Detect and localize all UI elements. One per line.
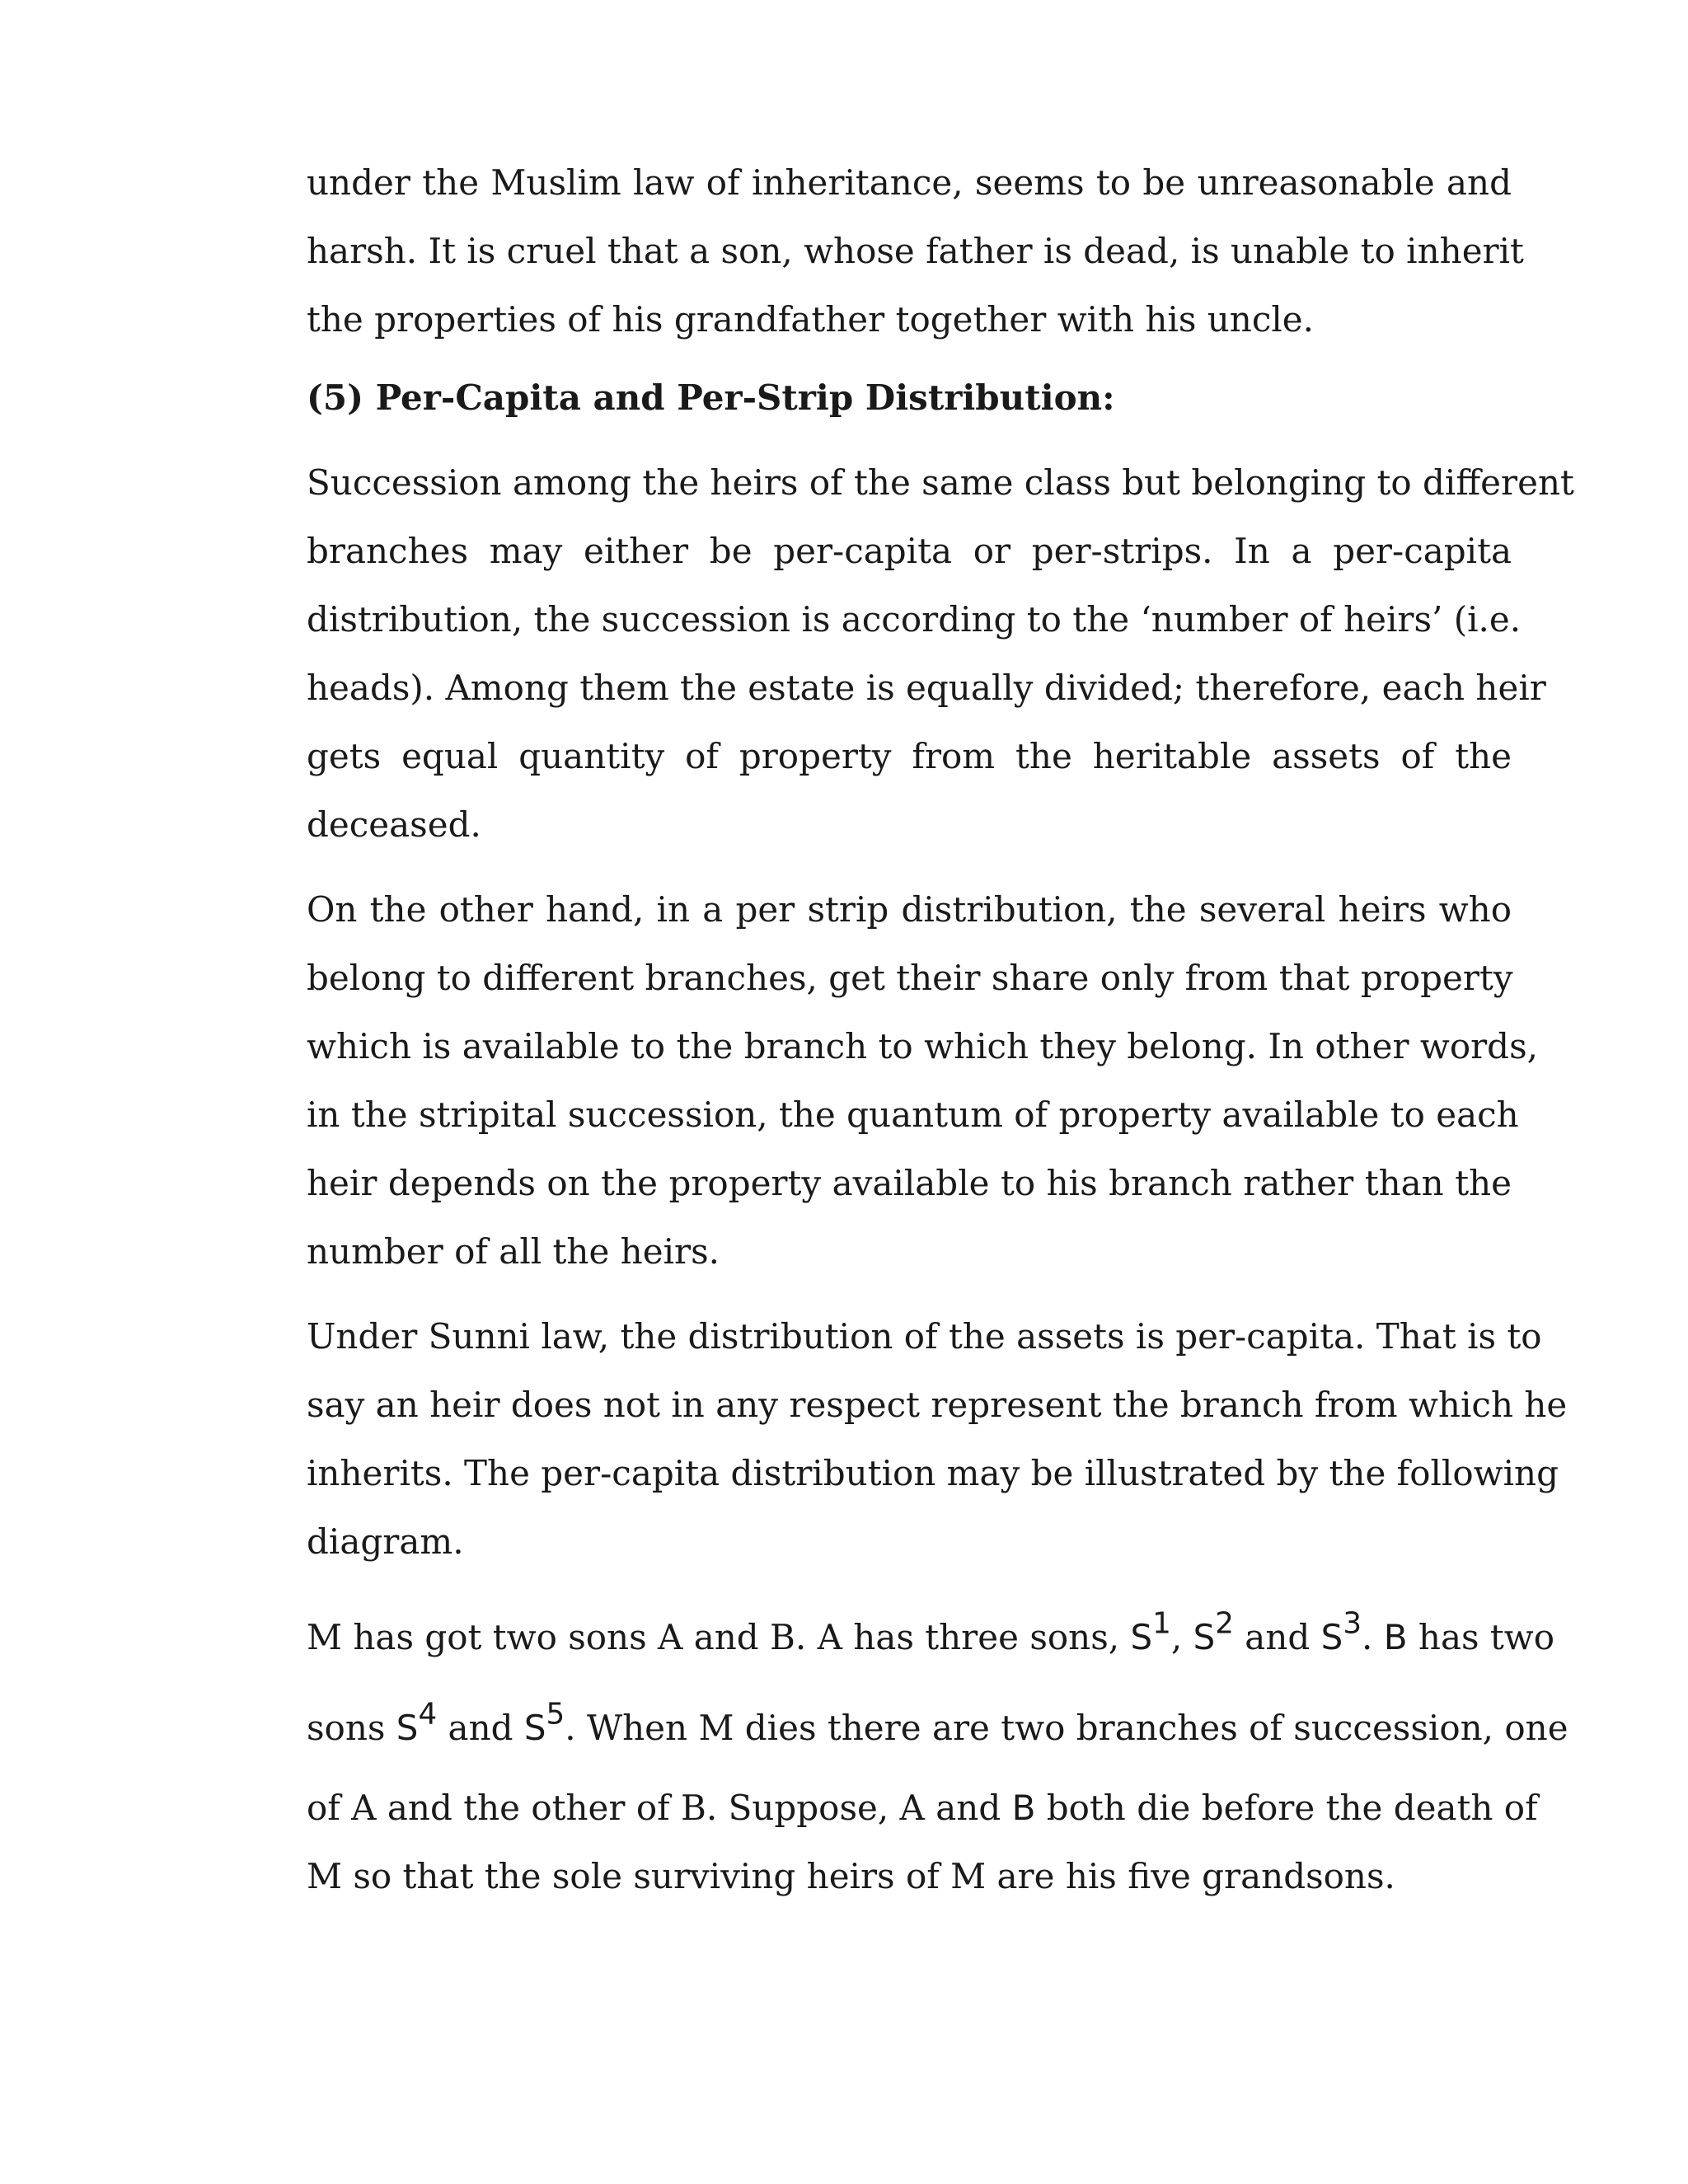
superscript: 1: [1152, 1606, 1171, 1641]
variable-s: S: [1193, 1617, 1216, 1657]
variable-s: S: [1320, 1617, 1343, 1657]
text-line: deceased.: [307, 804, 481, 845]
document-page: [307, 148, 1574, 1910]
superscript: 3: [1343, 1606, 1362, 1641]
per-capita-paragraph: [307, 448, 1574, 859]
text-segment: of A and the other of B. Suppose, A and: [307, 1788, 1012, 1828]
text-line: number of all the heirs.: [307, 1231, 720, 1272]
variable-s: S: [523, 1708, 546, 1748]
text-line: [307, 1683, 1568, 1774]
text-line: M so that the sole surviving heirs of M are his five grandsons.: [307, 1856, 1395, 1896]
text-line: heir depends on the property available to his branch rather than the: [307, 1163, 1512, 1203]
text-segment: M has got two sons A and B. A has three sons,: [307, 1617, 1131, 1657]
variable-s: S: [1130, 1617, 1153, 1657]
example-paragraph: [307, 1592, 1568, 1910]
text-line: [307, 1592, 1555, 1683]
text-line: [307, 1774, 1538, 1842]
text-segment: and: [437, 1708, 524, 1748]
text-line: heads). Among them the estate is equally divided; therefore, each heir: [307, 668, 1546, 708]
text-line: the properties of his grandfather together with his uncle.: [307, 299, 1314, 340]
text-line: inherits. The per-capita distribution may be illustrated by the following: [307, 1453, 1559, 1493]
variable-b: B: [1383, 1617, 1408, 1657]
text-line: under the Muslim law of inheritance, seems to be unreasonable and: [307, 162, 1512, 203]
text-segment: has two: [1407, 1617, 1555, 1657]
sunni-law-paragraph: [307, 1302, 1568, 1576]
text-segment: and: [1233, 1617, 1321, 1657]
text-line: which is available to the branch to which they belong. In other words,: [307, 1026, 1538, 1066]
text-line: branches may either be per-capita or per-strips. In a per-capita: [307, 531, 1512, 571]
superscript: 5: [546, 1697, 565, 1732]
text-line: diagram.: [307, 1521, 464, 1562]
per-strip-paragraph: [307, 875, 1538, 1286]
variable-b: B: [1011, 1788, 1036, 1828]
text-segment: both die before the death of: [1035, 1788, 1538, 1828]
text-line: distribution, the succession is according to the ‘number of heirs’ (i.e.: [307, 599, 1522, 640]
text-line: belong to different branches, get their share only from that property: [307, 958, 1513, 998]
text-segment: sons: [307, 1708, 396, 1748]
text-line: Under Sunni law, the distribution of the assets is per-capita. That is to: [307, 1316, 1542, 1357]
text-line: On the other hand, in a per strip distribution, the several heirs who: [307, 889, 1512, 930]
text-line: say an heir does not in any respect represent the branch from which he: [307, 1385, 1568, 1425]
text-line: in the stripital succession, the quantum of property available to each: [307, 1094, 1519, 1135]
intro-paragraph: [307, 148, 1524, 354]
text-segment: ,: [1170, 1617, 1193, 1657]
text-line: harsh. It is cruel that a son, whose father is dead, is unable to inherit: [307, 231, 1524, 271]
superscript: 4: [418, 1697, 438, 1732]
text-segment: .: [1362, 1617, 1384, 1657]
superscript: 2: [1215, 1606, 1234, 1641]
text-segment: . When M dies there are two branches of succession, one: [565, 1708, 1568, 1748]
variable-s: S: [396, 1708, 419, 1748]
text-line: gets equal quantity of property from the heritable assets of the: [307, 736, 1512, 776]
text-line: Succession among the heirs of the same class but belonging to different: [307, 462, 1574, 503]
section-heading: (5) Per-Capita and Per-Strip Distribution:: [307, 377, 1115, 418]
